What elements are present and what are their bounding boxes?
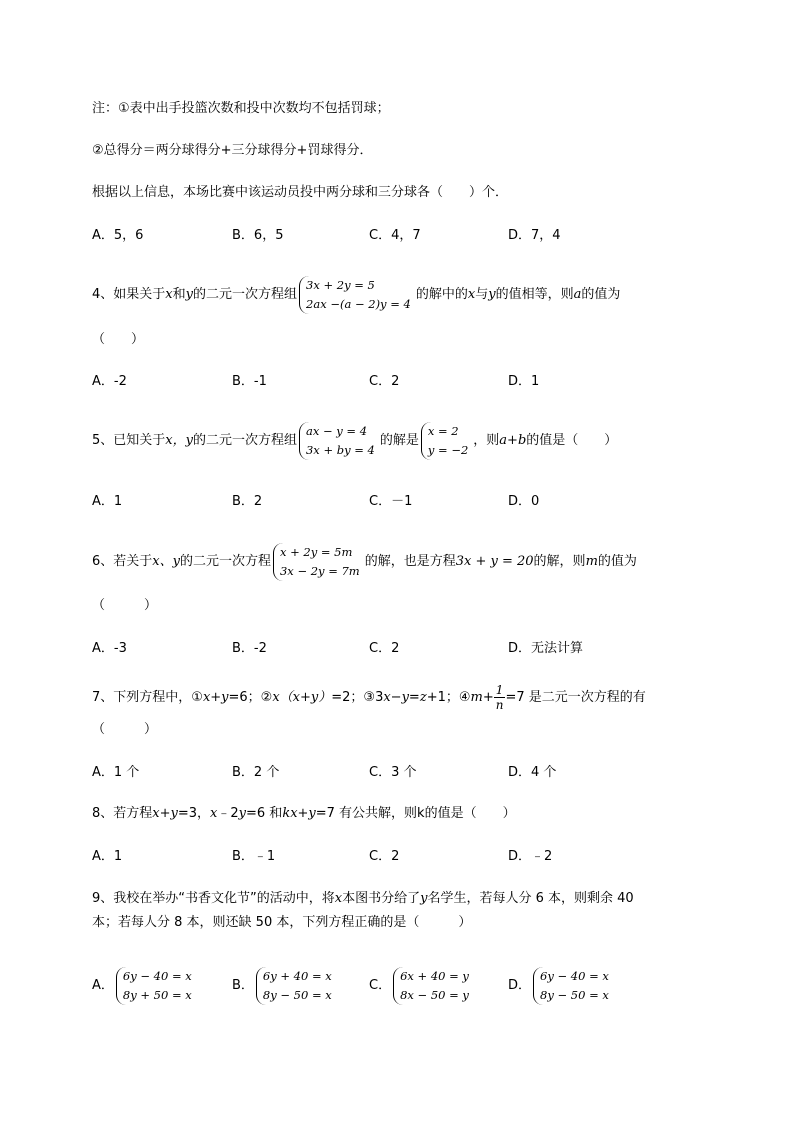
q6-option-b[interactable]: B．-2 (232, 641, 267, 656)
question-7-stem (92, 680, 646, 716)
option-equation-system (116, 967, 195, 1005)
expression: x+y (202, 690, 229, 705)
equation: 3x + y = 20 (455, 554, 534, 569)
equation: 8y − 50 = x (262, 987, 332, 1002)
q4-text: 的解中的 (415, 287, 468, 302)
q4-option-d[interactable]: D．1 (508, 374, 540, 389)
q3-option-b[interactable]: B．6，5 (232, 228, 284, 243)
q7-option-c[interactable]: C．3 个 (369, 765, 417, 780)
fraction-numerator: 1 (494, 683, 506, 698)
q3-option-c[interactable]: C．4，7 (369, 228, 421, 243)
q7-text: =6；② (228, 690, 273, 705)
expression: y (238, 806, 247, 821)
q7-text: =2；③3 (331, 690, 384, 705)
option-label: C． (369, 978, 392, 993)
q6-text: 的解，则 (533, 554, 586, 569)
q5-option-b[interactable]: B．2 (232, 494, 263, 509)
q8-option-c[interactable]: C．2 (369, 849, 400, 864)
q5-option-c[interactable]: C．－1 (369, 494, 413, 509)
question-4-options (92, 371, 712, 393)
q7-option-b[interactable]: B．2 个 (232, 765, 280, 780)
var-a: a (573, 287, 582, 302)
q6-option-a[interactable]: A．-3 (92, 641, 127, 656)
vars-xy: x，y (165, 433, 193, 448)
question-6-options (92, 638, 712, 660)
q9-text: 9、我校在举办“书香文化节”的活动中，将 (92, 891, 335, 906)
q9-text: 名学生，若每人分 6 本，则剩余 40 (427, 891, 634, 906)
question-4-stem (92, 275, 620, 315)
question-5-stem (92, 420, 617, 462)
q4-text: 的二元一次方程组 (193, 287, 298, 302)
q6-text: 的值为 (597, 554, 637, 569)
var-m: m (585, 554, 598, 569)
q8-option-d[interactable]: D．﹣2 (508, 849, 553, 864)
question-3-stem: 根据以上信息，本场比赛中该运动员投中两分球和三分球各（ ）个． (92, 185, 509, 200)
question-3-options (92, 225, 712, 247)
question-9-stem-line2: 本；若每人分 8 本，则还缺 50 本，下列方程正确的是（ ） (92, 915, 472, 930)
q5-text: 的值是（ ） (526, 433, 618, 448)
equation: 6y + 40 = x (262, 968, 332, 983)
q6-answer-paren: （ ） (92, 598, 158, 613)
q4-answer-paren: （ ） (92, 332, 145, 347)
expression: x（x+y） (272, 690, 332, 705)
question-5-options (92, 491, 712, 513)
q5-text: 的解是 (379, 433, 419, 448)
option-label: D． (508, 978, 532, 993)
var-x: x (165, 287, 173, 302)
expression: x (210, 806, 218, 821)
q6-equation-system (273, 543, 363, 581)
equation: 6y − 40 = x (122, 968, 192, 983)
question-9-options (92, 966, 712, 1006)
fraction-denominator: n (495, 698, 504, 712)
q3-option-d[interactable]: D．7，4 (508, 228, 561, 243)
q8-text: ﹣2 (217, 806, 239, 821)
q4-text: 与 (475, 287, 489, 302)
equation: 8x − 50 = y (400, 987, 469, 1002)
var-x: x (334, 891, 343, 906)
equation: ax − y = 4 (305, 423, 368, 438)
q8-option-a[interactable]: A．1 (92, 849, 123, 864)
q5-option-a[interactable]: A．1 (92, 494, 123, 509)
q7-option-a[interactable]: A．1 个 (92, 765, 140, 780)
question-9-stem-line1 (92, 889, 634, 909)
var-y: y (488, 287, 496, 302)
expr-a-plus-b: a+b (499, 433, 527, 448)
q6-option-d[interactable]: D．无法计算 (508, 641, 584, 656)
note-2: ②总得分＝两分球得分+三分球得分+罚球得分． (92, 143, 373, 158)
equation: x = 2 (427, 423, 459, 438)
q7-text: 7、下列方程中，① (92, 690, 203, 705)
expression: x+y (152, 806, 178, 821)
q9-option-b[interactable] (232, 966, 337, 1006)
var-y: y (420, 891, 428, 906)
q5-text: 的二元一次方程组 (192, 433, 297, 448)
equation: y = −2 (427, 442, 469, 457)
q4-text: 的值为 (581, 287, 621, 302)
equation: 3x − 2y = 7m (279, 563, 360, 578)
q5-option-d[interactable]: D．0 (508, 494, 540, 509)
question-8-options (92, 846, 712, 868)
q5-equation-system (299, 422, 378, 460)
equation: x + 2y = 5m (279, 544, 353, 559)
vars-xy: x、y (152, 554, 180, 569)
equation: 6y − 40 = x (540, 968, 609, 983)
q8-option-b[interactable]: B．﹣1 (232, 849, 276, 864)
q9-option-d[interactable] (508, 966, 614, 1006)
q4-option-a[interactable]: A．-2 (92, 374, 127, 389)
q5-text: ，则 (473, 433, 500, 448)
equation: 6x + 40 = y (400, 968, 469, 983)
expression: m (470, 690, 483, 705)
q7-option-d[interactable]: D．4 个 (508, 765, 557, 780)
q3-option-a[interactable]: A．5，6 (92, 228, 144, 243)
note-1: 注：①表中出手投篮次数和投中次数均不包括罚球； (92, 101, 390, 116)
fraction-one-over-n (494, 683, 506, 712)
equation: 2ax −(a − 2)y = 4 (306, 296, 411, 311)
q8-text: =3， (177, 806, 211, 821)
q4-text: 4、如果关于 (92, 287, 166, 302)
q7-text: =7 是二元一次方程的有 (505, 690, 646, 705)
var-x: x (467, 287, 476, 302)
q8-text: =6 和 (246, 806, 283, 821)
option-equation-system (256, 967, 335, 1005)
q4-text: 和 (172, 287, 186, 302)
expression: z (419, 690, 427, 705)
q4-equation-system (299, 276, 414, 314)
equation: 3x + by = 4 (305, 442, 375, 457)
q6-text: 的二元一次方程 (179, 554, 271, 569)
question-7-options (92, 762, 712, 784)
var-y: y (185, 287, 193, 302)
q5-solution-system (421, 422, 471, 460)
q8-text: 8、若方程 (92, 806, 153, 821)
option-equation-system (393, 967, 472, 1005)
q4-text: 的值相等，则 (495, 287, 574, 302)
q7-text: + (482, 690, 494, 705)
q8-text: =7 有公共解，则k的值是（ ） (315, 806, 516, 821)
q9-option-a[interactable] (92, 966, 197, 1006)
q4-option-c[interactable]: C．2 (369, 374, 400, 389)
q7-text: +1；④ (426, 690, 471, 705)
q9-option-c[interactable] (369, 966, 474, 1006)
equation: 3x + 2y = 5 (306, 277, 375, 292)
option-equation-system (533, 967, 612, 1005)
option-label: A． (92, 978, 114, 993)
q7-answer-paren: （ ） (92, 722, 158, 737)
q6-option-c[interactable]: C．2 (369, 641, 400, 656)
q4-option-b[interactable]: B．-1 (232, 374, 267, 389)
equation: 8y − 50 = x (540, 987, 609, 1002)
equation: 8y + 50 = x (122, 987, 192, 1002)
question-8-stem (92, 804, 516, 824)
question-6-stem (92, 541, 637, 583)
q9-text: 本图书分给了 (342, 891, 421, 906)
q7-text: = (408, 690, 420, 705)
option-label: B． (232, 978, 254, 993)
q6-text: 6、若关于 (92, 554, 153, 569)
q6-text: 的解，也是方程 (364, 554, 456, 569)
q5-text: 5、已知关于 (92, 433, 166, 448)
expression: x−y (383, 690, 409, 705)
expression: kx+y (282, 806, 316, 821)
